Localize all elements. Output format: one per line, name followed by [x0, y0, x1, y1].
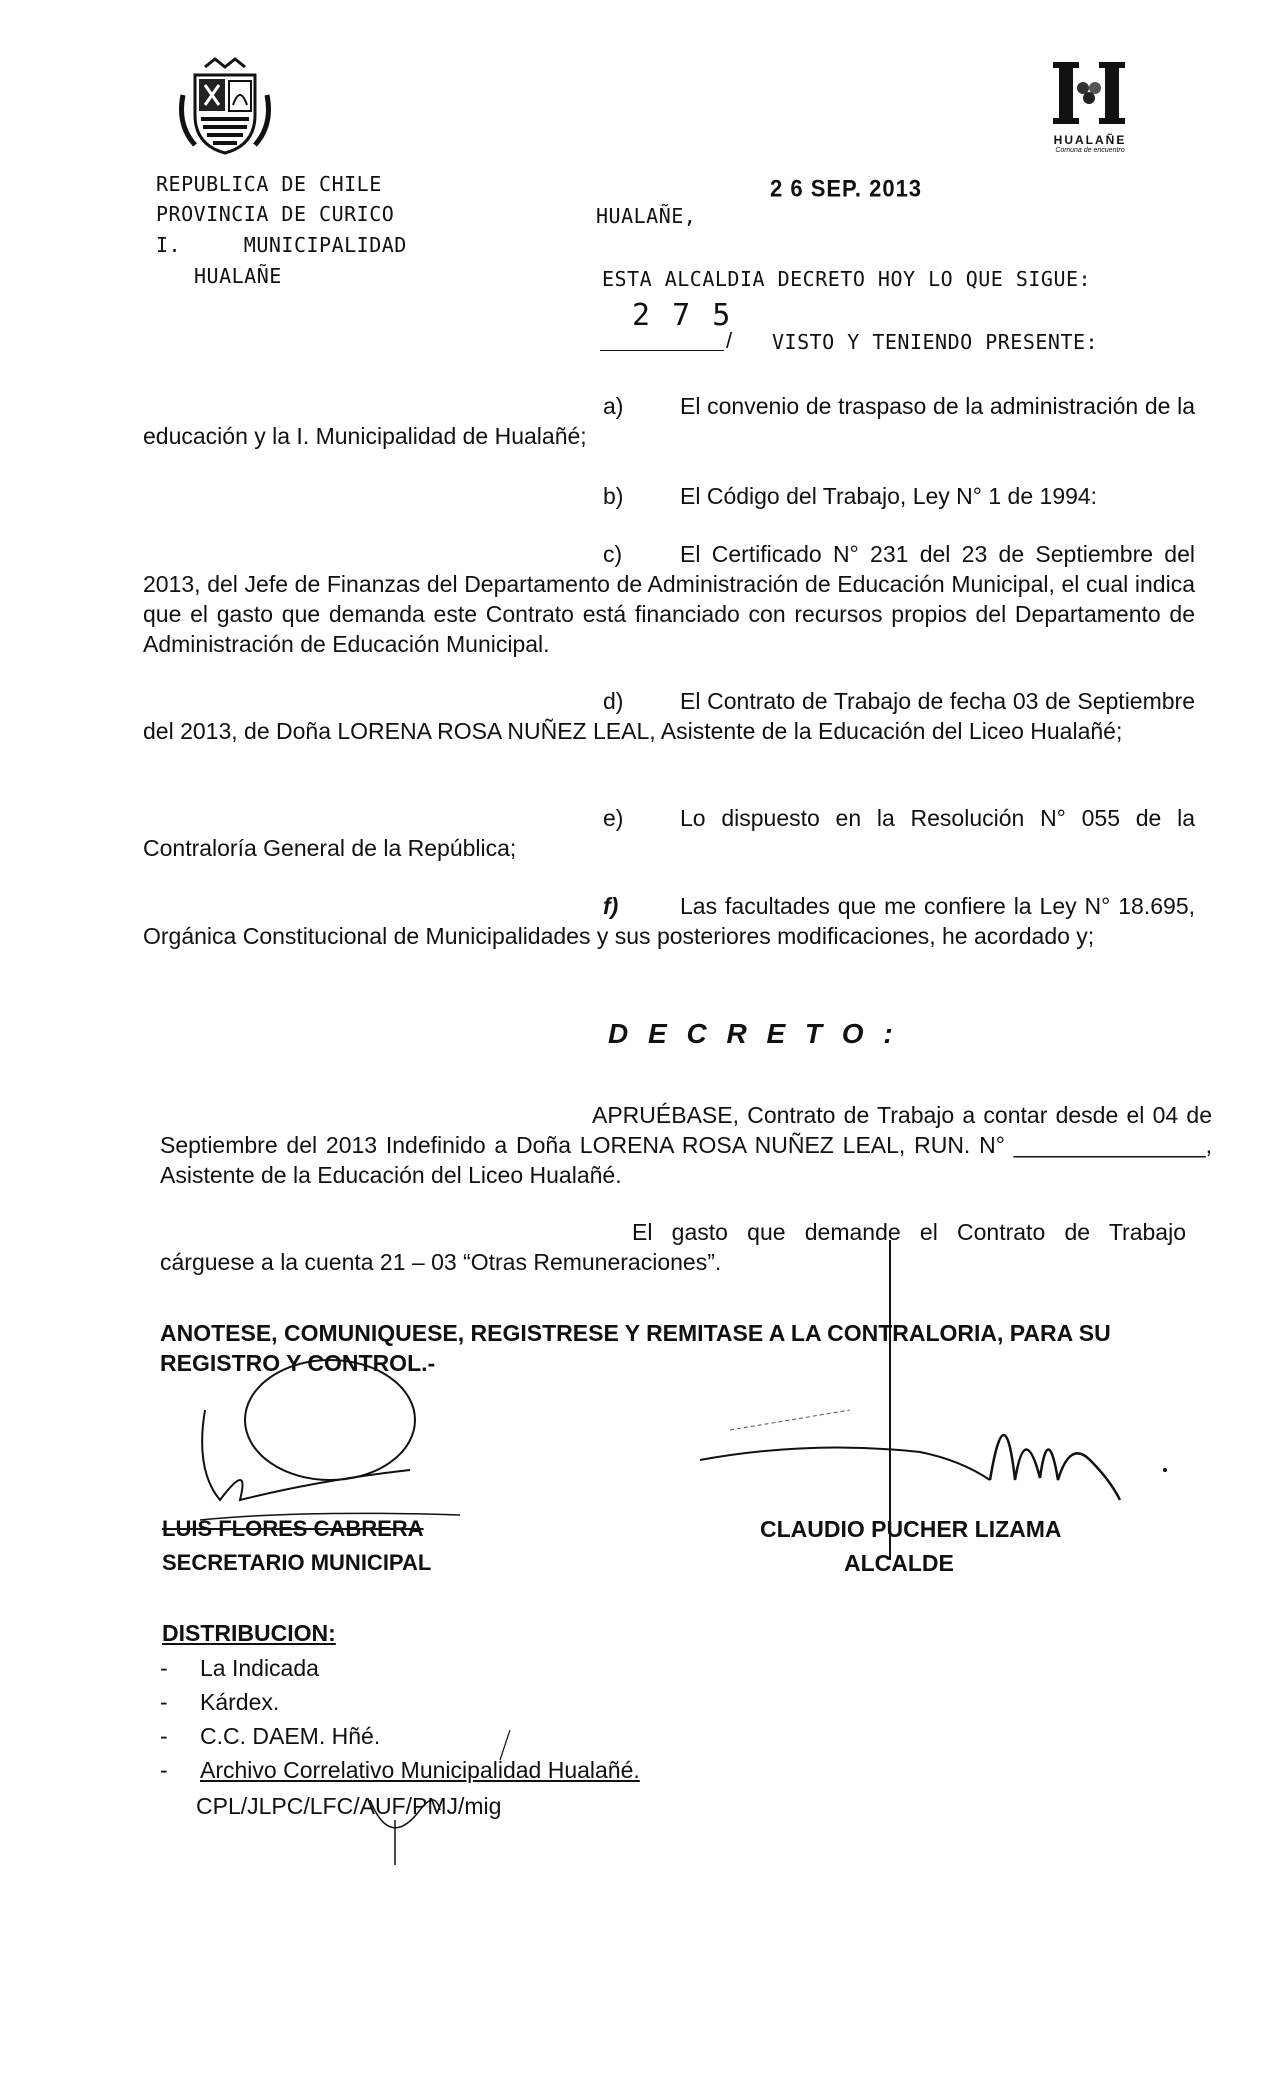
- header-left-line-4: HUALAÑE: [194, 264, 282, 288]
- considerando-d: [143, 686, 1195, 746]
- logo-subtext: Comuna de encuentro: [1055, 147, 1125, 154]
- considerando-c: [143, 539, 1195, 659]
- distribution-item-2: - Kárdex.: [160, 1689, 280, 1715]
- considerando-b: [143, 481, 1195, 511]
- distribution-item-3-text: C.C. DAEM. Hñé.: [200, 1723, 381, 1749]
- considerando-f-text: Las facultades que me confiere la Ley N° 18.695, Orgánica Constitucional de Municipalidades y sus posteriores modificaciones, he acordado y;: [143, 893, 1195, 949]
- decree-number: 2 7 5: [632, 298, 733, 333]
- considerando-a-label: a): [603, 393, 624, 419]
- header-left-line-3: I. MUNICIPALIDAD: [156, 233, 407, 257]
- decree-number-slash: /: [726, 328, 733, 353]
- alcalde-name: CLAUDIO PUCHER LIZAMA: [760, 1516, 1062, 1542]
- considerando-e-label: e): [603, 805, 624, 831]
- considerando-a: [143, 391, 1195, 451]
- decree-number-underline: [600, 350, 724, 351]
- header-left-line-2: PROVINCIA DE CURICO: [156, 202, 395, 226]
- hualane-logo: [1045, 58, 1135, 158]
- considerando-e-text: Lo dispuesto en la Resolución N° 055 de la Contraloría General de la República;: [143, 805, 1195, 861]
- alcalde-title: ALCALDE: [844, 1550, 954, 1576]
- distribution-item-3: - C.C. DAEM. Hñé.: [160, 1723, 381, 1749]
- distribution-item-1-text: La Indicada: [200, 1655, 319, 1681]
- distribution-initials: CPL/JLPC/LFC/AUF/PMJ/mig: [196, 1793, 502, 1819]
- logo-text: HUALAÑE: [1053, 133, 1127, 147]
- distribution-title: DISTRIBUCION:: [162, 1620, 336, 1646]
- resolutivo-2: [160, 1217, 1186, 1277]
- closing-statement: ANOTESE, COMUNIQUESE, REGISTRESE Y REMITASE A LA CONTRALORIA, PARA SU REGISTRO Y CONTROL.-: [160, 1320, 1111, 1376]
- resolutivo-1: [160, 1100, 1212, 1190]
- alcaldia-line: ESTA ALCALDIA DECRETO HOY LO QUE SIGUE:: [602, 267, 1092, 291]
- initials-mark-icon: [360, 1760, 480, 1870]
- considerando-e: [143, 803, 1195, 863]
- distribution-item-4-text: Archivo Correlativo Municipalidad Hualañé.: [200, 1757, 640, 1783]
- considerando-a-text: El convenio de traspaso de la administración de la educación y la I. Municipalidad de Hualañé;: [143, 393, 1195, 449]
- distribution-item-2-text: Kárdex.: [200, 1689, 280, 1715]
- considerando-d-text: El Contrato de Trabajo de fecha 03 de Septiembre del 2013, de Doña LORENA ROSA NUÑEZ LEAL, Asistente de la Educación del Liceo Hualañé;: [143, 688, 1195, 744]
- considerando-c-text: El Certificado N° 231 del 23 de Septiembre del 2013, del Jefe de Finanzas del Departamento de Administración de Educación Municipal, el cual indica que el gasto que demanda este Contrato está financiado con recursos propios del Departamento de Administración de Educación Municipal.: [143, 541, 1195, 657]
- distribution-item-1: - La Indicada: [160, 1655, 319, 1681]
- secretario-title: SECRETARIO MUNICIPAL: [162, 1550, 432, 1575]
- header-left-line-1: REPUBLICA DE CHILE: [156, 172, 382, 196]
- secretario-name: LUIS FLORES CABRERA: [162, 1516, 424, 1541]
- considerando-d-label: d): [603, 688, 624, 714]
- visto-label: VISTO Y TENIENDO PRESENTE:: [772, 330, 1099, 354]
- resolutivo-2-text: El gasto que demande el Contrato de Trabajo cárguese a la cuenta 21 – 03 “Otras Remuneraciones”.: [160, 1219, 1186, 1275]
- resolutivo-1-text: APRUÉBASE, Contrato de Trabajo a contar desde el 04 de Septiembre del 2013 Indefinido a Doña LORENA ROSA NUÑEZ LEAL, RUN. N° _______________, Asistente de la Educación del Liceo Hualañé.: [160, 1102, 1212, 1188]
- considerando-b-text: El Código del Trabajo, Ley N° 1 de 1994:: [680, 483, 1098, 509]
- place-label: HUALAÑE,: [596, 204, 697, 228]
- considerando-b-label: b): [603, 483, 624, 509]
- coat-of-arms-icon: [175, 55, 275, 155]
- considerando-f: [143, 891, 1195, 951]
- date-stamp: 2 6 SEP. 2013: [770, 174, 923, 203]
- signature-alcalde-icon: [690, 1360, 1210, 1580]
- decreto-title: D E C R E T O :: [608, 1018, 899, 1049]
- considerando-c-label: c): [603, 541, 623, 567]
- considerando-f-label: f): [603, 893, 619, 919]
- distribution-item-4: - Archivo Correlativo Municipalidad Hualañé.: [160, 1757, 640, 1783]
